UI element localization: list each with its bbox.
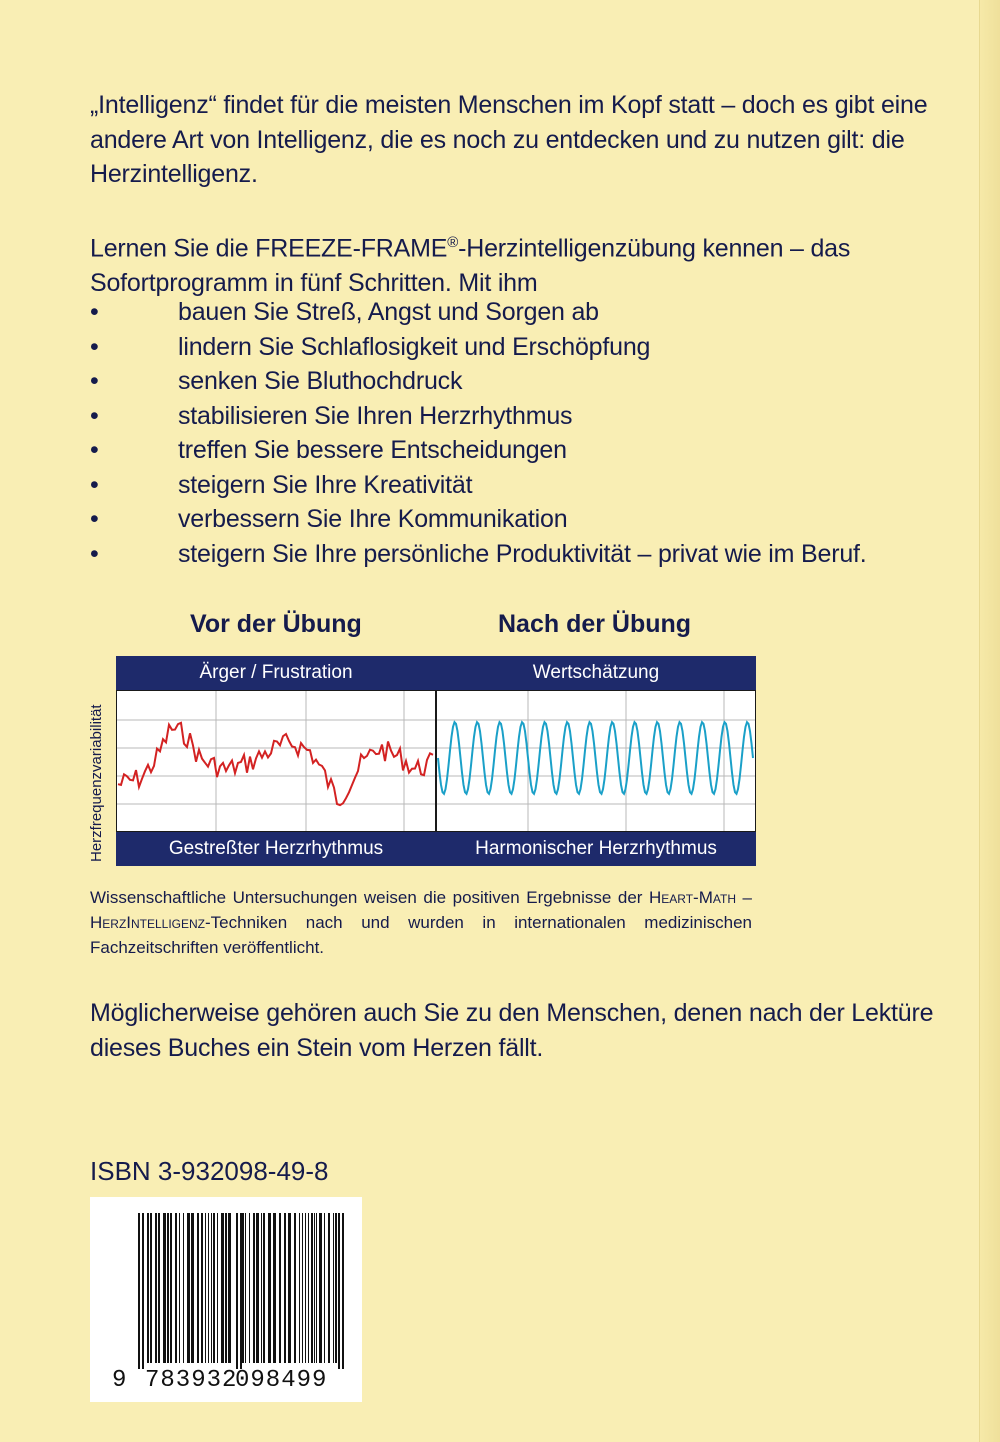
benefit-list bbox=[90, 295, 867, 571]
benefit-text: steigern Sie Ihre persönliche Produktivität – privat wie im Beruf. bbox=[178, 539, 867, 568]
benefit-text: treffen Sie bessere Entscheidungen bbox=[178, 436, 567, 464]
benefit-item bbox=[90, 330, 867, 365]
bullet-glyph: • bbox=[90, 401, 99, 430]
caption-text-1: Wissenschaftliche Untersuchungen weisen die positiven Ergebnisse der bbox=[90, 888, 649, 907]
barcode-digits bbox=[90, 1367, 362, 1397]
barcode-bar bbox=[342, 1213, 344, 1369]
barcode-bar bbox=[242, 1213, 244, 1363]
hrv-chart bbox=[116, 656, 756, 866]
label-anger: Ärger / Frustration bbox=[199, 662, 353, 683]
barcode-right-digits: 098499 bbox=[235, 1367, 328, 1394]
barcode-bar bbox=[170, 1213, 172, 1363]
barcode-bar bbox=[179, 1213, 180, 1363]
hrv-plot bbox=[116, 690, 756, 832]
barcode-bar bbox=[138, 1213, 140, 1369]
chart-bottom-band bbox=[116, 832, 756, 866]
research-caption bbox=[90, 885, 752, 960]
barcode-bar bbox=[311, 1213, 313, 1363]
bullet-glyph: • bbox=[90, 298, 99, 326]
benefit-text: steigern Sie Ihre Kreativität bbox=[178, 470, 473, 499]
barcode-bar bbox=[167, 1213, 169, 1363]
barcode-bar bbox=[228, 1213, 231, 1363]
barcode-bar bbox=[335, 1213, 337, 1363]
benefit-item bbox=[90, 364, 867, 399]
barcode-bar bbox=[245, 1213, 246, 1363]
barcode-bar bbox=[163, 1213, 166, 1363]
barcode-bar bbox=[150, 1213, 152, 1363]
benefit-item bbox=[90, 433, 867, 468]
lead-paragraph bbox=[90, 226, 950, 300]
barcode-bar bbox=[183, 1213, 184, 1363]
benefit-item bbox=[90, 399, 867, 434]
registered-mark: ® bbox=[447, 234, 459, 251]
benefit-item bbox=[90, 537, 867, 572]
barcode-bar bbox=[314, 1213, 315, 1363]
barcode-bar bbox=[142, 1213, 144, 1369]
barcode-bar bbox=[305, 1213, 306, 1363]
benefit-item bbox=[90, 295, 867, 330]
barcode-bar bbox=[308, 1213, 309, 1363]
barcode-bar bbox=[158, 1213, 160, 1363]
bullet-glyph: • bbox=[90, 332, 99, 361]
spine-edge bbox=[979, 0, 1000, 1442]
label-stressed-rhythm: Gestreßter Herzrhythmus bbox=[168, 838, 384, 859]
barcode-bar bbox=[213, 1213, 215, 1363]
barcode-bar bbox=[155, 1213, 157, 1363]
benefit-text: bauen Sie Streß, Angst und Sorgen ab bbox=[178, 298, 599, 326]
label-harmonic-rhythm: Harmonischer Herzrhythmus bbox=[475, 838, 717, 859]
barcode-bars bbox=[90, 1197, 362, 1369]
caption-brand-heartmath: Heart-Math bbox=[648, 888, 736, 907]
isbn-number: ISBN 3-932098-49-8 bbox=[90, 1156, 329, 1186]
barcode-bar bbox=[268, 1213, 271, 1363]
benefit-item bbox=[90, 468, 867, 503]
benefit-text: lindern Sie Schlaflosigkeit und Erschöpfung bbox=[178, 332, 651, 361]
barcode-bar bbox=[288, 1213, 291, 1363]
heading-before: Vor der Übung bbox=[190, 610, 362, 638]
barcode-bar bbox=[240, 1213, 242, 1369]
benefit-text: verbessern Sie Ihre Kommunikation bbox=[178, 505, 568, 533]
barcode-bar bbox=[263, 1213, 265, 1363]
benefit-text: senken Sie Bluthochdruck bbox=[178, 367, 463, 395]
barcode-bar bbox=[316, 1213, 317, 1363]
caption-text-3: -Techniken nach und wurden in internationalen medizinischen Fachzeitschriften veröffentlicht. bbox=[90, 913, 752, 957]
barcode-bar bbox=[205, 1213, 206, 1363]
label-appreciation: Wertschätzung bbox=[532, 662, 660, 683]
barcode-bar bbox=[256, 1213, 259, 1363]
barcode-bar bbox=[175, 1213, 177, 1363]
barcode-bar bbox=[253, 1213, 255, 1363]
barcode-bar bbox=[225, 1213, 227, 1363]
barcode-bar bbox=[279, 1213, 281, 1363]
barcode-bar bbox=[299, 1213, 300, 1363]
closing-paragraph: Möglicherweise gehören auch Sie zu den Menschen, denen nach der Lektüre dieses Buches ein Stein vom Herzen fällt. bbox=[90, 999, 934, 1062]
barcode bbox=[90, 1197, 362, 1402]
barcode-bar bbox=[324, 1213, 325, 1363]
barcode-first-digit: 9 bbox=[112, 1367, 127, 1394]
barcode-bar bbox=[197, 1213, 199, 1363]
barcode-bar bbox=[236, 1213, 238, 1369]
barcode-bar bbox=[147, 1213, 149, 1363]
barcode-bar bbox=[191, 1213, 194, 1363]
bullet-glyph: • bbox=[90, 505, 99, 533]
barcode-bar bbox=[328, 1213, 330, 1363]
barcode-bar bbox=[284, 1213, 286, 1363]
bullet-glyph: • bbox=[90, 539, 99, 568]
chart-y-label: Herzfrequenzvariabilität bbox=[88, 704, 105, 862]
lead-text-start: Lernen Sie die FREEZE-FRAME bbox=[90, 234, 448, 263]
barcode-bar bbox=[208, 1213, 209, 1363]
caption-text-2: – bbox=[735, 888, 752, 907]
lead-text-end: -Herzintelligenzübung kennen – das Sofortprogramm in fünf Schritten. Mit ihm bbox=[90, 234, 851, 297]
heading-after: Nach der Übung bbox=[498, 610, 692, 638]
barcode-bar bbox=[338, 1213, 340, 1369]
benefit-text: stabilisieren Sie Ihren Herzrhythmus bbox=[178, 401, 573, 430]
barcode-bar bbox=[319, 1213, 322, 1363]
intro-paragraph: „Intelligenz“ findet für die meisten Menschen im Kopf statt – doch es gibt eine andere Art von Intelligenz, die es noch zu entdecken und zu nutzen gilt: die Herzintelligenz. bbox=[90, 91, 928, 188]
barcode-bar bbox=[249, 1213, 250, 1363]
barcode-bar bbox=[294, 1213, 296, 1363]
barcode-bar bbox=[221, 1213, 224, 1363]
benefit-item bbox=[90, 502, 867, 537]
bullet-glyph: • bbox=[90, 470, 99, 499]
barcode-bar bbox=[261, 1213, 262, 1363]
bullet-glyph: • bbox=[90, 367, 99, 395]
chart-top-band bbox=[116, 656, 756, 690]
caption-brand-herzintelligenz: HerzIntelligenz bbox=[90, 913, 206, 932]
barcode-bar bbox=[273, 1213, 276, 1363]
barcode-bar bbox=[211, 1213, 212, 1363]
barcode-bar bbox=[217, 1213, 218, 1363]
barcode-bar bbox=[333, 1213, 334, 1363]
barcode-left-digits: 783932 bbox=[145, 1367, 238, 1394]
barcode-bar bbox=[302, 1213, 303, 1363]
barcode-bar bbox=[201, 1213, 203, 1363]
bullet-glyph: • bbox=[90, 436, 99, 464]
barcode-bar bbox=[187, 1213, 190, 1363]
